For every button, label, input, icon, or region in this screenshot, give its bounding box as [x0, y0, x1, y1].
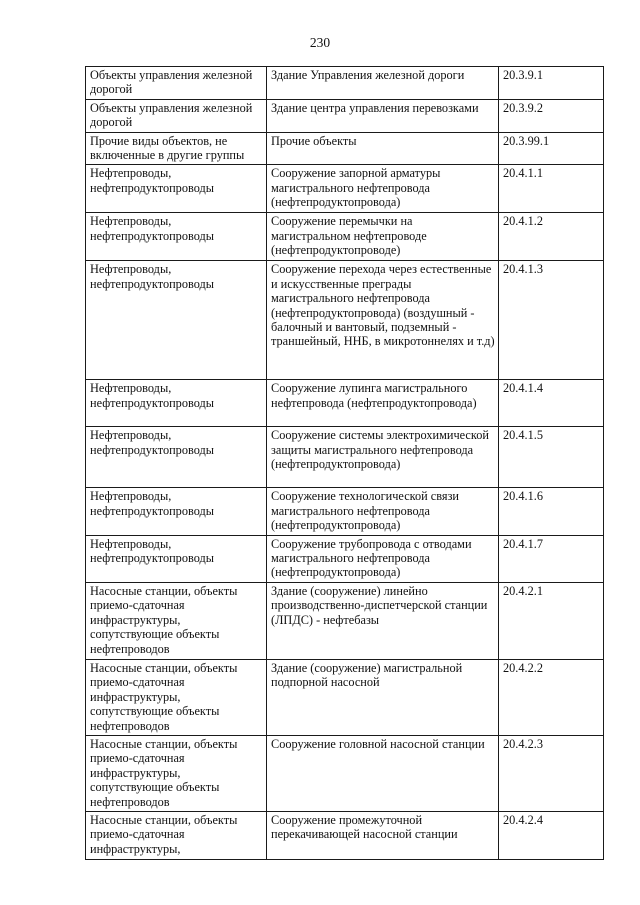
code-cell: 20.4.2.3 — [499, 735, 604, 811]
page-number: 230 — [309, 35, 331, 50]
table-row — [86, 380, 604, 427]
table-row — [86, 427, 604, 488]
group-cell: Насосные станции, объекты приемо-сдаточная инфраструктуры, сопутствующие объекты нефтепроводов — [86, 659, 267, 735]
group-cell: Прочие виды объектов, не включенные в другие группы — [86, 132, 267, 165]
code-cell: 20.3.9.2 — [499, 99, 604, 132]
object-cell: Сооружение головной насосной станции — [267, 735, 499, 811]
group-cell: Объекты управления железной дорогой — [86, 67, 267, 100]
object-cell: Сооружение системы электрохимической защиты магистрального нефтепровода (нефтепродуктопровода) — [267, 427, 499, 488]
code-cell: 20.4.1.3 — [499, 261, 604, 380]
object-cell: Прочие объекты — [267, 132, 499, 165]
code-cell: 20.4.1.1 — [499, 165, 604, 213]
table-row — [86, 67, 604, 100]
object-cell: Здание Управления железной дороги — [267, 67, 499, 100]
code-cell: 20.3.99.1 — [499, 132, 604, 165]
group-cell: Насосные станции, объекты приемо-сдаточная инфраструктуры, сопутствующие объекты нефтепроводов — [86, 735, 267, 811]
object-cell: Здание (сооружение) магистральной подпорной насосной — [267, 659, 499, 735]
code-cell: 20.4.2.1 — [499, 582, 604, 659]
group-cell: Нефтепроводы, нефтепродуктопроводы — [86, 165, 267, 213]
code-cell: 20.4.1.6 — [499, 488, 604, 535]
table-row — [86, 735, 604, 811]
group-cell: Насосные станции, объекты приемо-сдаточная инфраструктуры, — [86, 811, 267, 859]
classification-table — [85, 66, 604, 860]
code-cell: 20.4.1.2 — [499, 213, 604, 261]
table-row — [86, 582, 604, 659]
object-cell: Сооружение перехода через естественные и искусственные преграды магистрального нефтепровода (нефтепродуктопровода) (воздушный - балочный и вантовый, подземный - траншейный, ННБ, в микротоннелях и т.д) — [267, 261, 499, 380]
code-cell: 20.4.1.7 — [499, 535, 604, 582]
table-row — [86, 99, 604, 132]
group-cell: Нефтепроводы, нефтепродуктопроводы — [86, 213, 267, 261]
code-cell: 20.4.1.5 — [499, 427, 604, 488]
object-cell: Здание центра управления перевозками — [267, 99, 499, 132]
code-cell: 20.4.1.4 — [499, 380, 604, 427]
table-row — [86, 213, 604, 261]
object-cell: Сооружение трубопровода с отводами магистрального нефтепровода (нефтепродуктопровода) — [267, 535, 499, 582]
group-cell: Нефтепроводы, нефтепродуктопроводы — [86, 380, 267, 427]
object-cell: Сооружение лупинга магистрального нефтепровода (нефтепродуктопровода) — [267, 380, 499, 427]
table-row — [86, 132, 604, 165]
group-cell: Нефтепроводы, нефтепродуктопроводы — [86, 261, 267, 380]
group-cell: Насосные станции, объекты приемо-сдаточная инфраструктуры, сопутствующие объекты нефтепроводов — [86, 582, 267, 659]
table-row — [86, 165, 604, 213]
object-cell: Сооружение промежуточной перекачивающей насосной станции — [267, 811, 499, 859]
table-row — [86, 811, 604, 859]
table-row — [86, 488, 604, 535]
object-cell: Сооружение технологической связи магистрального нефтепровода (нефтепродуктопровода) — [267, 488, 499, 535]
group-cell: Нефтепроводы, нефтепродуктопроводы — [86, 535, 267, 582]
code-cell: 20.4.2.2 — [499, 659, 604, 735]
table-row — [86, 659, 604, 735]
table-row — [86, 535, 604, 582]
group-cell: Объекты управления железной дорогой — [86, 99, 267, 132]
group-cell: Нефтепроводы, нефтепродуктопроводы — [86, 488, 267, 535]
object-cell: Сооружение перемычки на магистральном нефтепроводе (нефтепродуктопроводе) — [267, 213, 499, 261]
table-row — [86, 261, 604, 380]
group-cell: Нефтепроводы, нефтепродуктопроводы — [86, 427, 267, 488]
object-cell: Сооружение запорной арматуры магистрального нефтепровода (нефтепродуктопровода) — [267, 165, 499, 213]
code-cell: 20.3.9.1 — [499, 67, 604, 100]
code-cell: 20.4.2.4 — [499, 811, 604, 859]
object-cell: Здание (сооружение) линейно производственно-диспетчерской станции (ЛПДС) - нефтебазы — [267, 582, 499, 659]
